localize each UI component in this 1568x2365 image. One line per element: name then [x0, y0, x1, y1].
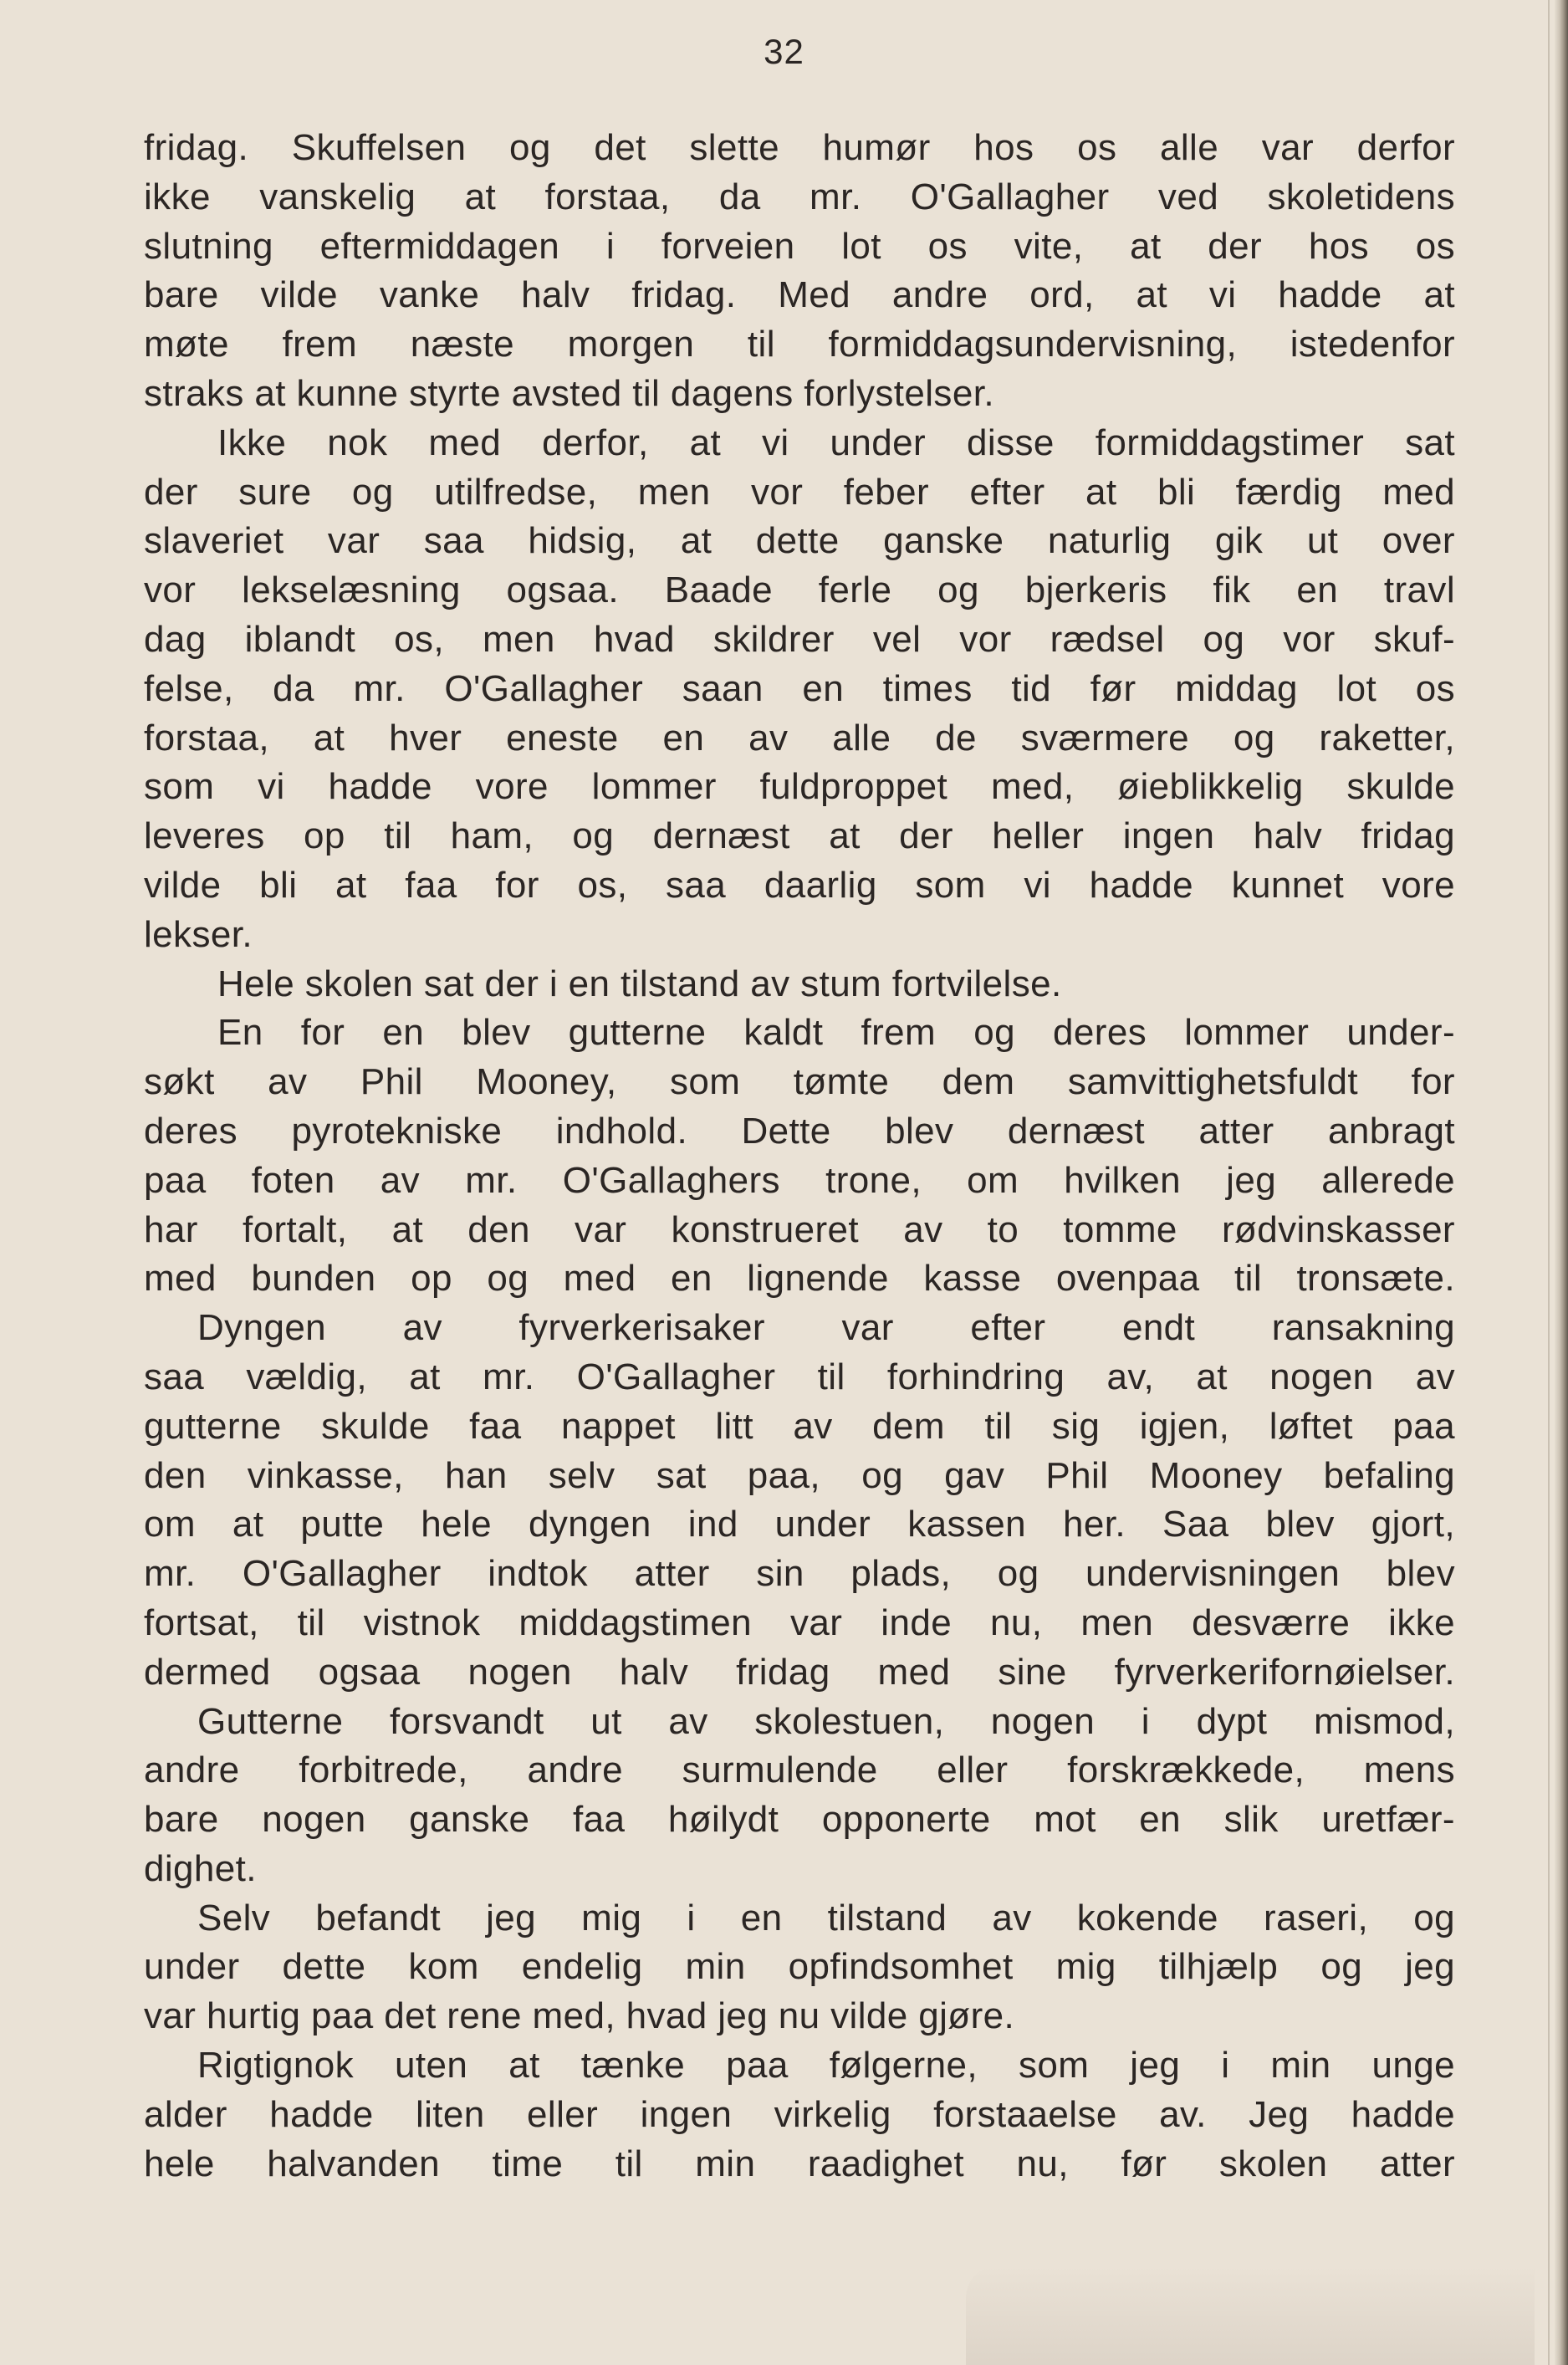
- text-line: Selv befandt jeg mig i en tilstand av kokende raseri, og: [197, 1897, 1455, 1938]
- page-number: 32: [764, 32, 804, 71]
- text-line: har fortalt, at den var konstrueret av to tomme rødvinskasser: [144, 1208, 1455, 1250]
- text-line: den vinkasse, han selv sat paa, og gav Phil Mooney befaling: [144, 1454, 1455, 1496]
- text-line: dighet.: [144, 1847, 257, 1889]
- text-line: alder hadde liten eller ingen virkelig forstaaelse av. Jeg hadde: [144, 2093, 1455, 2135]
- text-line: Gutterne forsvandt ut av skolestuen, nogen i dypt mismod,: [197, 1700, 1455, 1742]
- text-line: felse, da mr. O'Gallagher saan en times tid før middag lot os: [144, 667, 1455, 709]
- text-line: En for en blev gutterne kaldt frem og deres lommer under-: [217, 1012, 1455, 1054]
- text-line: slutning eftermiddagen i forveien lot os vite, at der hos os: [144, 225, 1455, 267]
- text-line: vilde bli at faa for os, saa daarlig som vi hadde kunnet vore: [144, 864, 1455, 906]
- text-line: dag iblandt os, men hvad skildrer vel vor rædsel og vor skuf-: [144, 618, 1455, 660]
- book-spine-edge: [1555, 0, 1568, 2365]
- text-line: vor lekselæsning ogsaa. Baade ferle og bjerkeris fik en travl: [144, 570, 1455, 611]
- body-text: [144, 124, 1455, 2189]
- text-line: lekser.: [144, 913, 253, 955]
- text-line: straks at kunne styrte avsted til dagens forlystelser.: [144, 372, 994, 414]
- text-line: mr. O'Gallagher indtok atter sin plads, og undervisningen blev: [144, 1553, 1455, 1595]
- text-line: slaveriet var saa hidsig, at dette ganske naturlig gik ut over: [144, 520, 1455, 562]
- text-line: møte frem næste morgen til formiddagsundervisning, istedenfor: [144, 324, 1455, 365]
- text-line: med bunden op og med en lignende kasse ovenpaa til tronsæte.: [144, 1258, 1455, 1300]
- text-line: Rigtignok uten at tænke paa følgerne, som jeg i min unge: [197, 2045, 1455, 2087]
- text-line: bare vilde vanke halv fridag. Med andre ord, at vi hadde at: [144, 274, 1455, 316]
- text-line: søkt av Phil Mooney, som tømte dem samvittighetsfuldt for: [144, 1061, 1455, 1103]
- text-line: dermed ogsaa nogen halv fridag med sine fyrverkerifornøielser.: [144, 1651, 1455, 1693]
- text-line: som vi hadde vore lommer fuldproppet med, øieblikkelig skulde: [144, 766, 1455, 808]
- text-line: der sure og utilfredse, men vor feber efter at bli færdig med: [144, 471, 1455, 513]
- text-line: deres pyrotekniske indhold. Dette blev dernæst atter anbragt: [144, 1110, 1455, 1152]
- paper-shadow: [966, 2265, 1535, 2365]
- page-edge-line: [1548, 0, 1550, 2365]
- text-line: Hele skolen sat der i en tilstand av stum fortvilelse.: [217, 963, 1062, 1004]
- text-line: saa vældig, at mr. O'Gallagher til forhindring av, at nogen av: [144, 1356, 1455, 1397]
- text-line: hele halvanden time til min raadighet nu, før skolen atter: [144, 2143, 1455, 2184]
- text-line: andre forbitrede, andre surmulende eller forskrækkede, mens: [144, 1749, 1455, 1791]
- text-line: ikke vanskelig at forstaa, da mr. O'Gallagher ved skoletidens: [144, 176, 1455, 217]
- text-line: Ikke nok med derfor, at vi under disse formiddagstimer sat: [217, 421, 1455, 463]
- text-line: gutterne skulde faa nappet litt av dem til sig igjen, løftet paa: [144, 1405, 1455, 1447]
- text-line: var hurtig paa det rene med, hvad jeg nu vilde gjøre.: [144, 1995, 1015, 2037]
- text-line: leveres op til ham, og dernæst at der heller ingen halv fridag: [144, 815, 1455, 857]
- text-line: under dette kom endelig min opfindsomhet mig tilhjælp og jeg: [144, 1946, 1455, 1988]
- text-line: fortsat, til vistnok middagstimen var inde nu, men desværre ikke: [144, 1601, 1455, 1643]
- text-line: om at putte hele dyngen ind under kassen her. Saa blev gjort,: [144, 1504, 1455, 1545]
- text-line: paa foten av mr. O'Gallaghers trone, om hvilken jeg allerede: [144, 1159, 1455, 1201]
- text-line: fridag. Skuffelsen og det slette humør hos os alle var derfor: [144, 127, 1455, 168]
- text-line: Dyngen av fyrverkerisaker var efter endt ransakning: [197, 1307, 1455, 1349]
- text-line: bare nogen ganske faa høilydt opponerte mot en slik uretfær-: [144, 1799, 1455, 1841]
- text-line: forstaa, at hver eneste en av alle de sværmere og raketter,: [144, 717, 1455, 759]
